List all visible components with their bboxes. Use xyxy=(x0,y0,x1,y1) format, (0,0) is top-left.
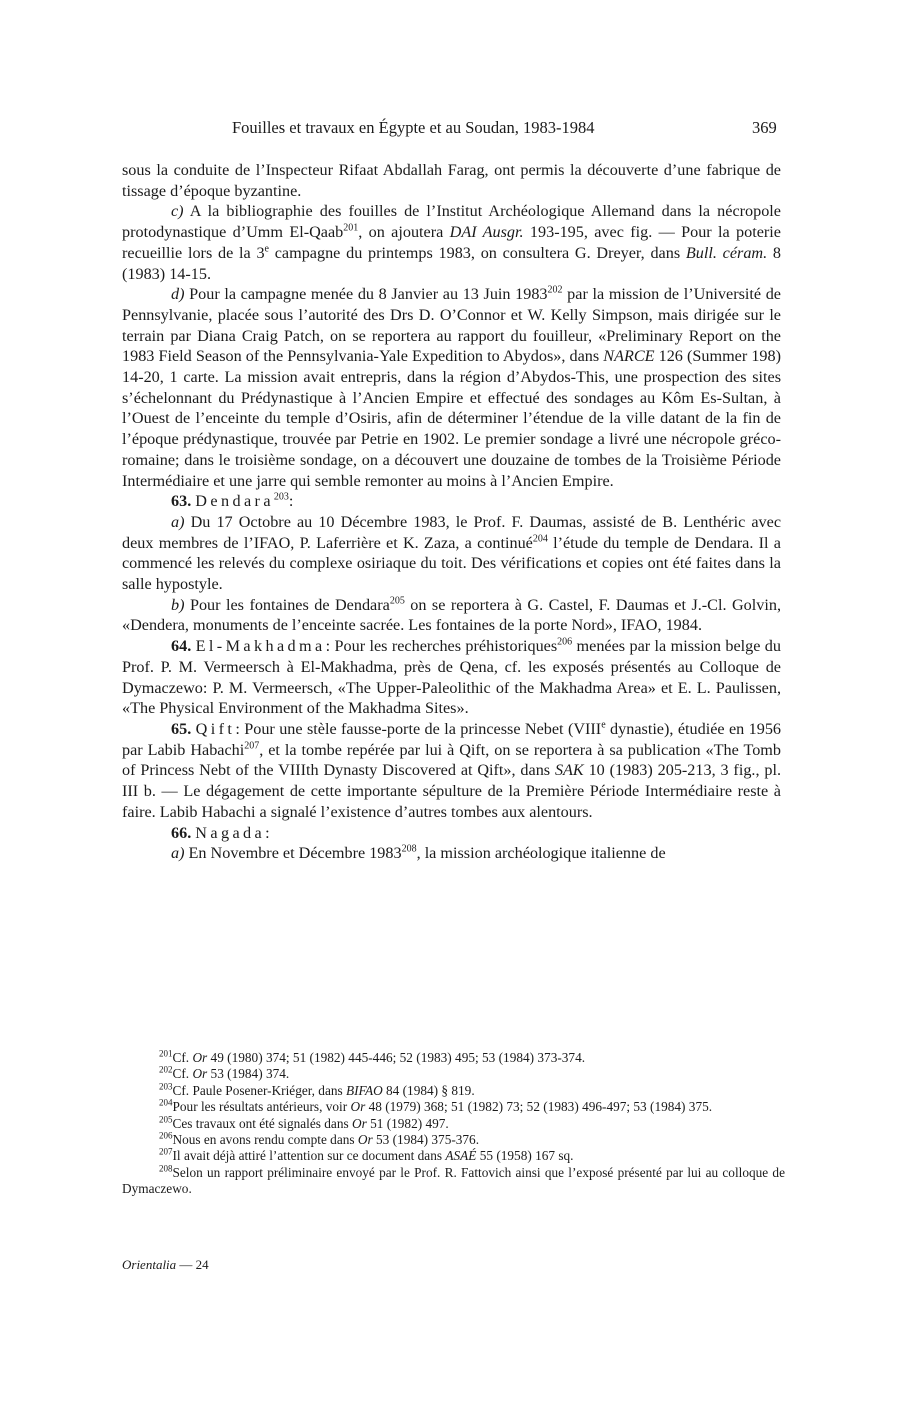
item-label: d) xyxy=(171,285,185,304)
footnote: $^{201}$Cf. Or 49 (1980) 374; 51 (1982) 445-446; 52 (1983) 495; 53 (1984) 373-374. xyxy=(159,1048,586,1065)
site-name: Nagada xyxy=(195,823,266,842)
running-title: Fouilles et travaux en Égypte et au Soudan, 1983-1984 xyxy=(232,118,595,137)
footnote: $^{205}$Ces travaux ont été signalés dans Or 51 (1982) 497. xyxy=(159,1114,449,1131)
item-label: c) xyxy=(171,202,184,221)
citation: Bull. céram. xyxy=(685,243,768,262)
footnote: $^{202}$Cf. Or 53 (1984) 374. xyxy=(159,1064,290,1082)
footnote-ref[interactable]: 207 xyxy=(244,740,260,752)
footnote-ref[interactable]: 204 xyxy=(532,533,548,545)
citation: DAI Ausgr. xyxy=(449,223,524,242)
footnote-number: 205 xyxy=(159,1114,173,1125)
footnote-number: 204 xyxy=(159,1097,173,1108)
section-number: 66. xyxy=(171,823,192,842)
item-label: a) xyxy=(171,512,185,531)
paragraph-c: c) A la bibliographie des fouilles de l’Institut Archéologique Allemand dans la nécropole protodynastique d’Umm El-Qaab$^{201}$, on ajoutera DAI Ausgr. 193-195, avec fig. — Pour la poterie recueillie lors de la 3e campagne du printemps 1983, on consultera G. Dreyer, dans Bull. céram. 8 (1983) 14-15. xyxy=(122,202,781,283)
site-name: El-Makhadma xyxy=(195,637,326,656)
citation: SAK xyxy=(554,761,584,780)
footnote-ref[interactable]: 208 xyxy=(401,843,417,855)
footnote-ref[interactable]: 201 xyxy=(343,222,359,234)
main-text xyxy=(122,160,781,864)
journal-name: Orientalia xyxy=(122,1257,177,1272)
page-number: 369 xyxy=(752,118,777,137)
signature-mark: 24 xyxy=(195,1257,209,1272)
paragraph-63b: b) Pour les fontaines de Dendara$^{205}$ on se reportera à G. Castel, F. Daumas et J.-Cl. Golvin, «Dendera, monuments de l’enceinte sacrée. Les fontaines de la porte Nord», IFAO, 1984. xyxy=(122,595,781,635)
footnote: $^{206}$Nous en avons rendu compte dans Or 53 (1984) 375-376. xyxy=(159,1130,480,1148)
footnote-ref[interactable]: 202 xyxy=(547,284,563,296)
footnote-number: 208 xyxy=(159,1163,173,1174)
item-label: a) xyxy=(171,844,185,863)
footnote-number: 207 xyxy=(159,1147,173,1158)
section-number: 64. xyxy=(171,637,192,656)
section-63-heading: 63. Dendara$^{203}$: xyxy=(171,491,294,511)
footnote-number: 206 xyxy=(159,1130,173,1141)
citation: NARCE xyxy=(603,347,655,366)
footnote-ref[interactable]: 205 xyxy=(389,595,405,607)
section-65: 65. Qift: Pour une stèle fausse-porte de la princesse Nebet (VIIIe dynastie), étudiée en 1956 par Labib Habachi$^{207}$, et la tombe repérée par lui à Qift, on se reportera à sa publication «The Tomb of Princess Nebt of the VIIIth Dynasty Discovered at Qift», dans SAK 10 (1983) 205-213, 3 fig., pl. III b. — Le dégagement de cette importante sépulture de la Première Période Intermédiaire reste à faire. Labib Habachi a signalé l’existence d’autres tombes aux alentours. xyxy=(122,719,782,821)
footnote: $^{208}$Selon un rapport préliminaire envoyé par le Prof. R. Fattovich ainsi que l’exposé présenté par lui au colloque de Dymaczewo. xyxy=(122,1163,785,1197)
footnote-ref[interactable]: 203 xyxy=(273,491,289,503)
footnotes xyxy=(122,1050,785,1198)
section-number: 65. xyxy=(171,719,192,738)
footnote-number: 201 xyxy=(159,1048,173,1059)
section-66-heading: 66. Nagada: xyxy=(171,823,270,842)
site-name: Dendara xyxy=(195,492,274,511)
footnote: $^{204}$Pour les résultats antérieurs, voir Or 48 (1979) 368; 51 (1982) 73; 52 (1983) 496-497; 53 (1984) 375. xyxy=(159,1097,713,1115)
paragraph-66a: a) En Novembre et Décembre 1983$^{208}$, la mission archéologique italienne de xyxy=(171,843,666,863)
footnote-ref[interactable]: 206 xyxy=(557,636,573,648)
signature-line: Orientalia — 24 xyxy=(122,1257,209,1272)
footnote: $^{207}$Il avait déjà attiré l’attention sur ce document dans ASAÉ 55 (1958) 167 sq. xyxy=(159,1147,574,1164)
site-name: Qift xyxy=(195,719,236,738)
running-header xyxy=(0,118,906,142)
item-label: b) xyxy=(171,595,185,614)
footnote: $^{203}$Cf. Paule Posener-Kriéger, dans BIFAO 84 (1984) § 819. xyxy=(159,1081,475,1098)
paragraph-continuation: sous la conduite de l’Inspecteur Rifaat Abdallah Farag, ont permis la découverte d’une fabrique de tissage d’époque byzantine. xyxy=(122,161,781,200)
section-64: 64. El-Makhadma: Pour les recherches préhistoriques$^{206}$ menées par la mission belge du Prof. P. M. Vermeersch à El-Makhadma, près de Qena, cf. les exposés présentés au Colloque de Dymaczewo: P. M. Vermeersch, «The Upper-Paleolithic of the Makhadma Area» et E. L. Paulissen, «The Physical Environment of the Makhadma Sites». xyxy=(122,636,781,718)
section-number: 63. xyxy=(171,492,192,511)
paragraph-63a: a) Du 17 Octobre au 10 Décembre 1983, le Prof. F. Daumas, assisté de B. Lenthéric avec deux membres de l’IFAO, P. Laferrière et K. Zaza, a continué$^{204}$ l’étude du temple de Dendara. Il a commencé les relevés du complexe osiriaque du toit. Des vérifications et copies ont été faites dans la salle hypostyle. xyxy=(122,512,781,594)
footnote-number: 203 xyxy=(159,1081,173,1092)
footnote-number: 202 xyxy=(159,1064,173,1075)
paragraph-d: d) Pour la campagne menée du 8 Janvier au 13 Juin 1983$^{202}$ par la mission de l’Université de Pennsylvanie, placée sous l’autorité des Drs D. O’Connor et W. Kelly Simpson, mais dirigée sur le terrain par Diana Craig Patch, on se reportera au rapport du fouilleur, «Preliminary Report on the 1983 Field Season of the Pennsylvania-Yale Expedition to Abydos», dans NARCE 126 (Summer 198) 14-20, 1 carte. La mission avait entrepris, dans la région d’Abydos-This, une prospection des sites s’échelonnant du Prédynastique à l’Ancien Empire et effectué des sondages au Kôm Es-Sultan, à l’Ouest de l’enceinte du temple d’Osiris, afin de déterminer l’étendue de la ville datant de la fin de l’époque prédynastique, trouvée par Petrie en 1902. Le premier sondage a livré une nécropole gréco-romaine; dans le troisième sondage, on a découvert une douzaine de tombes de la Troisième Période Intermédiaire et une jarre qui semble remonter au moins à l’Ancien Empire. xyxy=(122,284,782,490)
